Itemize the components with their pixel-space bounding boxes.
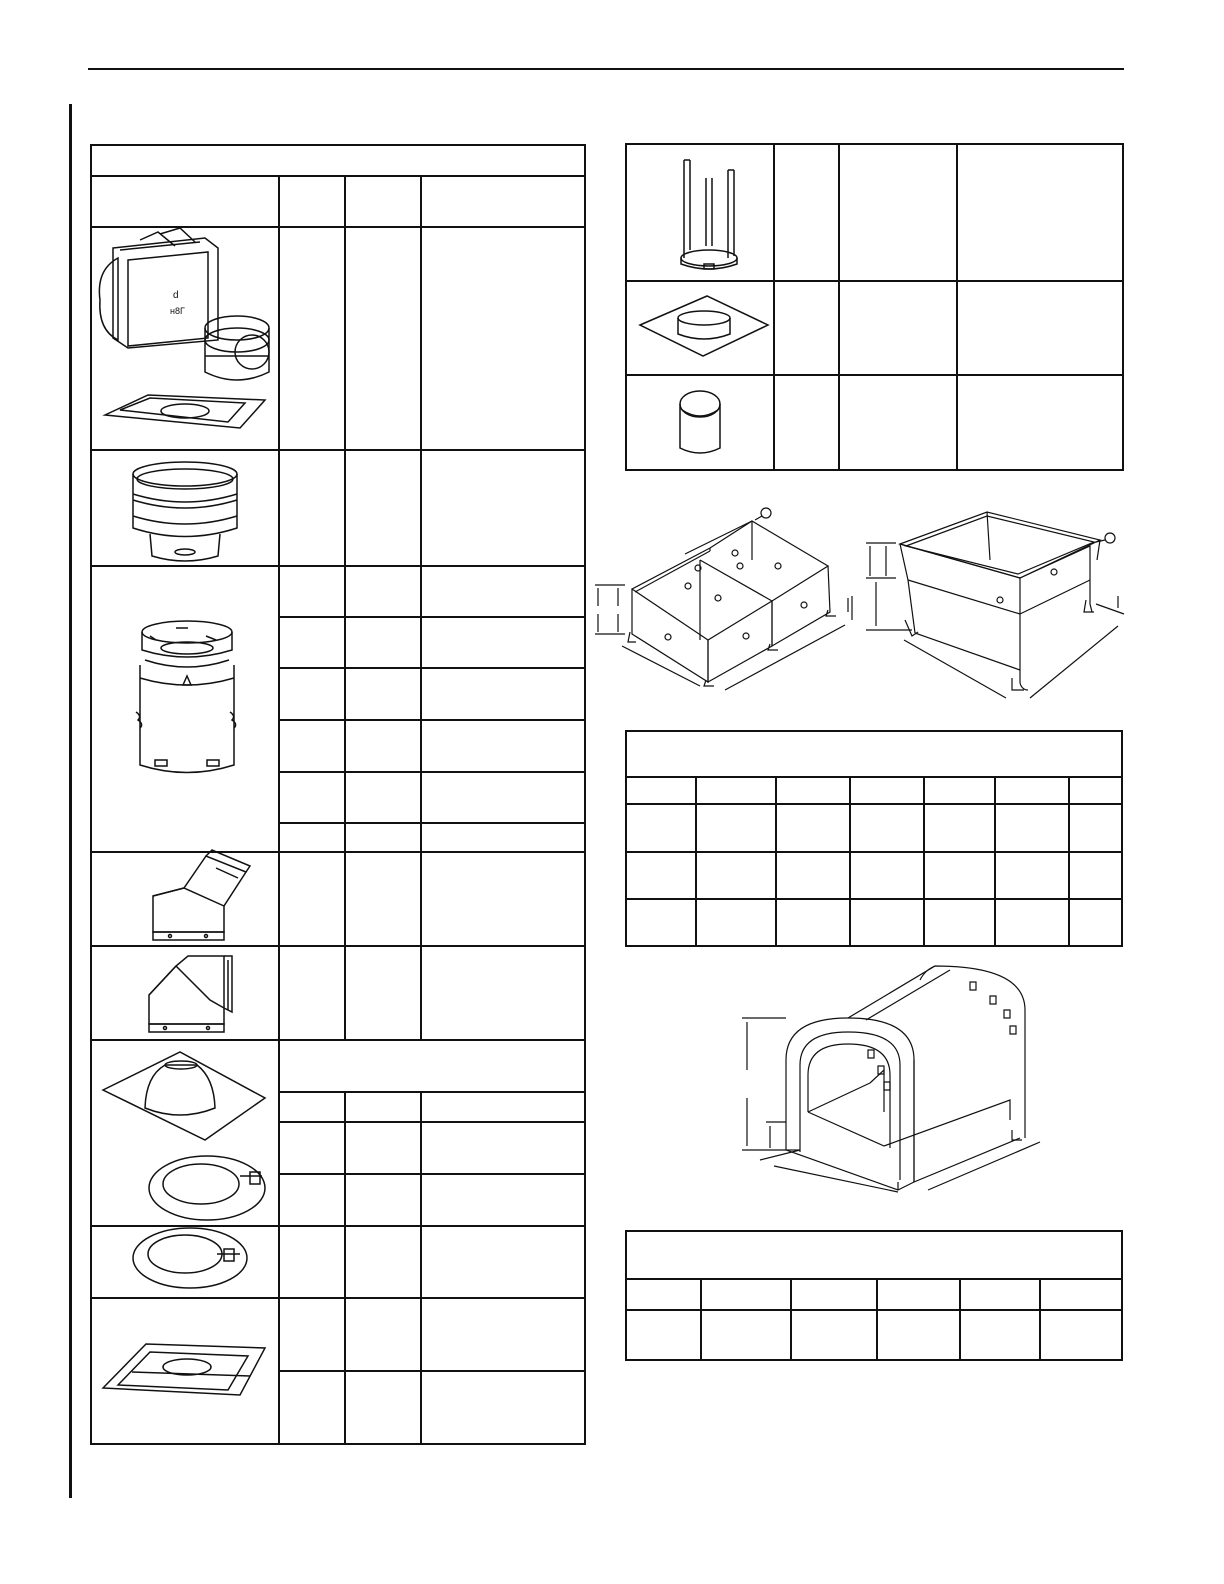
support-cage-illustration [681, 160, 737, 269]
hood-dimension-table [626, 1231, 1122, 1360]
enclosure-dimension-table [626, 731, 1122, 946]
termination-cap-illustration [133, 462, 237, 561]
roof-flashing-illustration [103, 1052, 265, 1220]
cap-adapter-illustration [680, 391, 720, 453]
parts-table-right [626, 144, 1123, 470]
vent-pipe-illustration [136, 621, 236, 773]
two-bay-enclosure-diagram [595, 508, 852, 690]
svg-text:d: d [173, 290, 179, 301]
elbow-90-illustration [149, 956, 232, 1032]
thimble-ring-illustration [133, 1228, 247, 1288]
elbow-45-illustration [153, 850, 250, 940]
starter-kit-illustration [99, 228, 269, 428]
parts-table-left [91, 145, 585, 1444]
svg-text:н8Г: н8Г [170, 306, 185, 316]
ceiling-plate-illustration [640, 296, 768, 356]
single-enclosure-diagram [866, 512, 1124, 698]
firestop-spacer-illustration [103, 1344, 265, 1395]
arched-hood-diagram [742, 966, 1040, 1192]
